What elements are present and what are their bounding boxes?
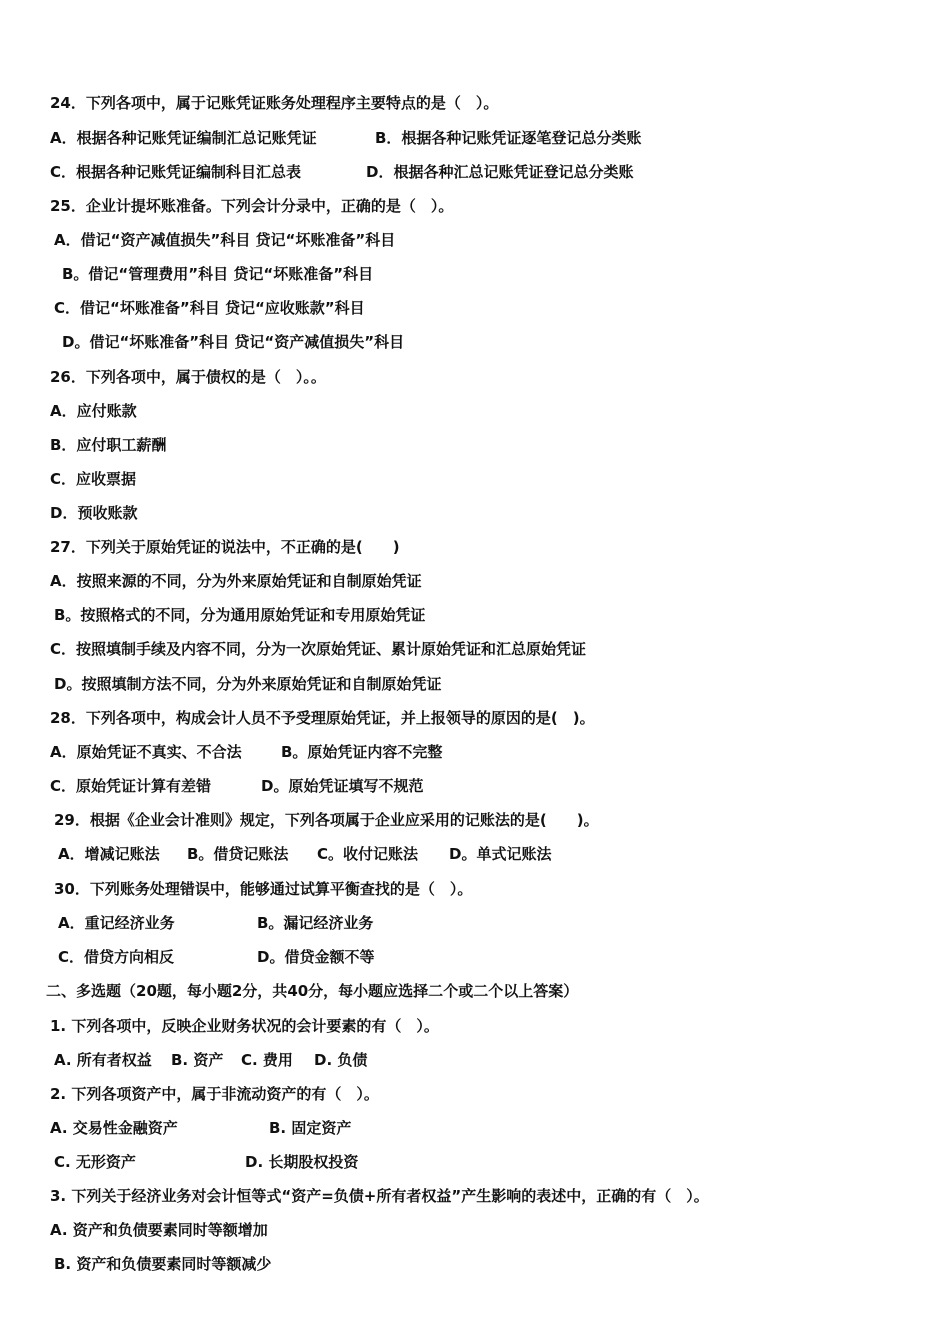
text-line [0, 980, 950, 1002]
line-text: C．按照填制手续及内容不同，分为一次原始凭证、累计原始凭证和汇总原始凭证 [50, 640, 587, 658]
text-line [0, 1049, 950, 1071]
text-line [0, 1185, 950, 1207]
option-text: A．根据各种记账凭证编制汇总记账凭证 [50, 129, 317, 147]
line-text: 3. 下列关于经济业务对会计恒等式“资产=负债+所有者权益”产生影响的表述中，正确的有（ ）。 [50, 1187, 709, 1205]
text-line [0, 638, 950, 660]
line-text: D．预收账款 [50, 504, 138, 522]
line-text: 29．根据《企业会计准则》规定，下列各项属于企业应采用的记账法的是( )。 [54, 811, 599, 829]
line-text: B. 资产和负债要素同时等额减少 [54, 1255, 272, 1273]
option-text: C．根据各种记账凭证编制科目汇总表 [50, 163, 302, 181]
option-text: C．原始凭证计算有差错 [50, 777, 212, 795]
option-text: D. 长期股权投资 [245, 1153, 359, 1171]
text-line [0, 263, 950, 285]
option-text: C。收付记账法 [317, 845, 419, 863]
text-line [0, 127, 950, 149]
text-line [0, 809, 950, 831]
line-text: B。借记“管理费用”科目 贷记“坏账准备”科目 [62, 265, 374, 283]
text-line [0, 707, 950, 729]
option-text: B. 固定资产 [269, 1119, 352, 1137]
text-line [0, 195, 950, 217]
option-text: D．根据各种汇总记账凭证登记总分类账 [366, 163, 634, 181]
option-text: A. 所有者权益 [54, 1051, 152, 1069]
option-text: C. 无形资产 [54, 1153, 136, 1171]
line-text: 28．下列各项中，构成会计人员不予受理原始凭证，并上报领导的原因的是( )。 [50, 709, 595, 727]
line-text: 二、多选题（20题，每小题2分，共40分，每小题应选择二个或二个以上答案） [46, 982, 579, 1000]
option-text: A. 交易性金融资产 [50, 1119, 178, 1137]
text-line [0, 434, 950, 456]
text-line [0, 1253, 950, 1275]
text-line [0, 502, 950, 524]
text-line [0, 400, 950, 422]
text-line [0, 912, 950, 934]
option-text: C. 费用 [241, 1051, 293, 1069]
option-text: B．根据各种记账凭证逐笔登记总分类账 [375, 129, 642, 147]
text-line [0, 741, 950, 763]
option-text: D。原始凭证填写不规范 [261, 777, 424, 795]
text-line [0, 1083, 950, 1105]
line-text: A．借记“资产减值损失”科目 贷记“坏账准备”科目 [54, 231, 396, 249]
text-line [0, 570, 950, 592]
text-line [0, 1015, 950, 1037]
option-text: A．重记经济业务 [58, 914, 175, 932]
text-line [0, 1117, 950, 1139]
text-line [0, 878, 950, 900]
line-text: A．按照来源的不同，分为外来原始凭证和自制原始凭证 [50, 572, 422, 590]
text-line [0, 468, 950, 490]
line-text: C．借记“坏账准备”科目 贷记“应收账款”科目 [54, 299, 365, 317]
text-line [0, 1151, 950, 1173]
option-text: A．原始凭证不真实、不合法 [50, 743, 242, 761]
text-line [0, 366, 950, 388]
option-text: C．借贷方向相反 [58, 948, 175, 966]
text-line [0, 331, 950, 353]
text-line [0, 92, 950, 114]
text-line [0, 673, 950, 695]
text-line [0, 297, 950, 319]
option-text: A．增减记账法 [58, 845, 160, 863]
text-line [0, 536, 950, 558]
option-text: D。借贷金额不等 [257, 948, 375, 966]
option-text: D. 负债 [314, 1051, 368, 1069]
text-line [0, 775, 950, 797]
line-text: 30．下列账务处理错误中，能够通过试算平衡查找的是（ ）。 [54, 880, 473, 898]
line-text: 27．下列关于原始凭证的说法中，不正确的是( ) [50, 538, 400, 556]
text-line [0, 946, 950, 968]
line-text: A. 资产和负债要素同时等额增加 [50, 1221, 268, 1239]
text-line [0, 1219, 950, 1241]
text-line [0, 604, 950, 626]
line-text: B。按照格式的不同，分为通用原始凭证和专用原始凭证 [54, 606, 426, 624]
option-text: B。漏记经济业务 [257, 914, 374, 932]
text-line [0, 161, 950, 183]
line-text: 25．企业计提坏账准备。下列会计分录中，正确的是（ ）。 [50, 197, 454, 215]
line-text: 24．下列各项中，属于记账凭证账务处理程序主要特点的是（ ）。 [50, 94, 499, 112]
line-text: 26．下列各项中，属于债权的是（ ）。。 [50, 368, 326, 386]
line-text: 1. 下列各项中，反映企业财务状况的会计要素的有（ ）。 [50, 1017, 439, 1035]
line-text: D。按照填制方法不同，分为外来原始凭证和自制原始凭证 [54, 675, 442, 693]
text-line [0, 843, 950, 865]
option-text: B。原始凭证内容不完整 [281, 743, 443, 761]
text-line [0, 229, 950, 251]
option-text: B. 资产 [171, 1051, 224, 1069]
line-text: C．应收票据 [50, 470, 137, 488]
line-text: B．应付职工薪酬 [50, 436, 167, 454]
line-text: 2. 下列各项资产中，属于非流动资产的有（ ）。 [50, 1085, 379, 1103]
line-text: D。借记“坏账准备”科目 贷记“资产减值损失”科目 [62, 333, 405, 351]
option-text: B。借贷记账法 [187, 845, 289, 863]
line-text: A．应付账款 [50, 402, 137, 420]
option-text: D。单式记账法 [449, 845, 552, 863]
